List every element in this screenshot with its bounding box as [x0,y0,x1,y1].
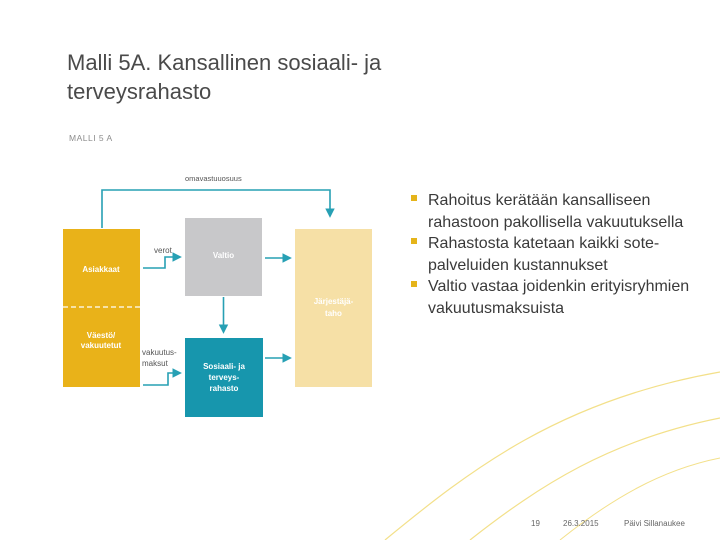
slide-title-line-1: Malli 5A. Kansallinen sosiaali- ja [67,50,382,75]
fund-label-1: Sosiaali- ja [203,362,245,371]
top-arrow-label: omavastuuosuus [185,174,242,183]
footer-date: 26.3.2015 [563,519,599,528]
fund-label-3: rahasto [209,384,239,393]
slide-title-line-2: terveysrahasto [67,79,212,104]
population-label-2: vakuutetut [80,341,122,350]
bullet-text: Rahastosta katetaan kaikki sote-palveluiden kustannukset [428,235,660,274]
clients-label: Asiakkaat [82,265,120,274]
fund-label-2: terveys- [208,373,240,382]
population-label-1: Väestö/ [86,331,116,340]
page-number: 19 [531,519,540,528]
organizer-label-2: taho [325,309,342,318]
bullet-text: Valtio vastaa joidenkin erityisryhmien vakuutusmaksuista [428,278,690,317]
bullet-text: Rahoitus kerätään kansalliseen rahastoon pakollisella vakuutuksella [428,192,684,231]
taxes-label: verot [154,246,172,255]
model-label: MALLI 5 A [69,133,113,143]
state-label: Valtio [212,251,235,260]
footer-author: Päivi Sillanaukee [624,519,685,528]
insurance-label-2: maksut [142,359,168,368]
organizer-label-1: Järjestäjä- [313,297,354,306]
insurance-label-1: vakuutus- [142,348,177,357]
